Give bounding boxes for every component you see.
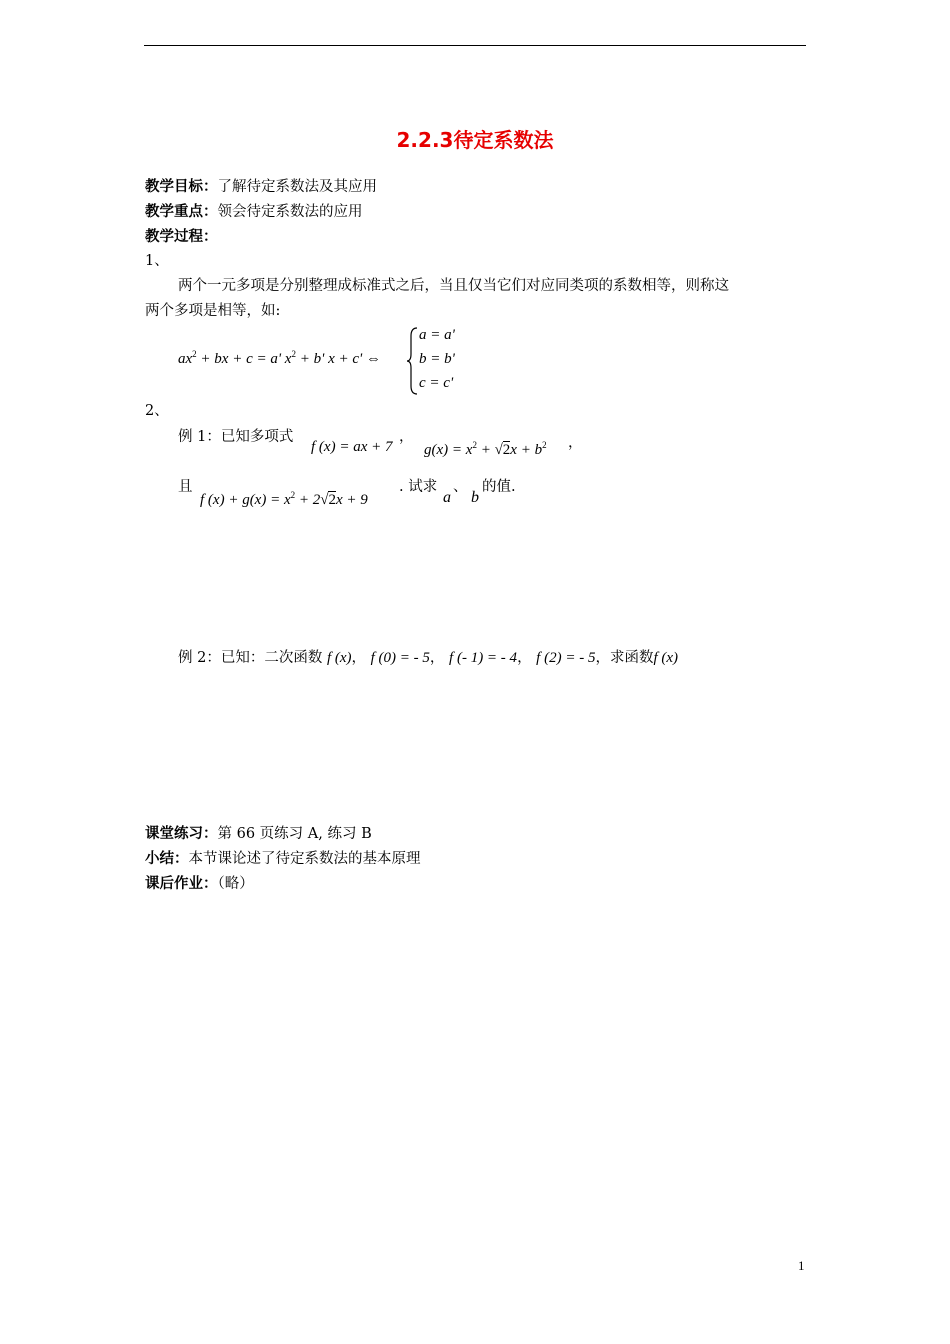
example2-line: [178, 649, 678, 667]
example2-fx-end: f (x): [653, 650, 679, 666]
system-brace: [406, 326, 420, 396]
g-sqrt-arg: 2: [502, 442, 511, 458]
page-number: 1: [798, 1258, 805, 1273]
eq-term-ax: ax: [178, 351, 193, 367]
process-label: 教学过程：: [145, 229, 218, 245]
practice-text: 第 66 页练习 A, 练习 B: [217, 826, 372, 842]
goal-text: 了解待定系数法及其应用: [217, 179, 377, 195]
section1-number: 1、: [145, 253, 169, 269]
example1-end: 的值.: [482, 479, 516, 495]
homework-line: [145, 875, 254, 893]
example1-f: f (x) = ax + 7: [311, 439, 393, 455]
example1-comma2: ，: [568, 435, 583, 451]
summary-label: 小结：: [145, 851, 189, 867]
focus-line: [145, 203, 363, 221]
g-exp1: 2: [472, 440, 477, 450]
g-part2: x + b: [510, 442, 543, 458]
section1-paragraph-line2: 两个多项是相等，如:: [145, 303, 281, 319]
focus-text: 领会待定系数法的应用: [217, 204, 363, 220]
eq-middle: + bx + c = a' x: [196, 351, 292, 367]
example2-comma1: ，: [351, 650, 367, 666]
practice-label: 课堂练习：: [145, 826, 218, 842]
system-eq-3: c = c': [419, 375, 454, 391]
homework-label: 课后作业：: [145, 876, 218, 892]
page-title: 2.2.3待定系数法: [396, 128, 554, 152]
g-exp2: 2: [542, 440, 547, 450]
system-eq-2: b = b': [419, 351, 455, 367]
focus-label: 教学重点：: [145, 204, 218, 220]
eq-exp1: 2: [192, 349, 197, 359]
example2-fx: f (x): [326, 650, 352, 666]
example1-ask: . 试求: [399, 479, 438, 495]
eq-tail: + b' x + c' ⇔: [295, 351, 381, 367]
process-line: [145, 228, 218, 246]
example1-label: 例 1：已知多项式: [178, 429, 294, 445]
example2-comma2: ，: [429, 650, 445, 666]
example2-comma3: ，: [517, 650, 532, 666]
section1-paragraph-line1: 两个一元多项是分别整理成标准式之后，当且仅当它们对应同类项的系数相等，则称这: [178, 278, 729, 294]
summary-line: [145, 850, 421, 868]
equation-lhs: [178, 349, 381, 368]
goal-line: [145, 178, 377, 196]
example2-fneg1: f (- 1) = - 4: [449, 650, 518, 666]
section2-number: 2、: [145, 403, 169, 419]
g-part1: g(x) = x: [424, 442, 473, 458]
sum-plus: + 2: [295, 492, 321, 508]
example1-sum: [200, 490, 368, 509]
example1-and: 且: [178, 479, 193, 495]
g-plus: +: [476, 442, 495, 458]
sqrt-sign: √: [494, 442, 503, 458]
eq-exp2: 2: [291, 349, 296, 359]
example1-var-a: a: [443, 489, 451, 506]
example2-f0: f (0) = - 5: [370, 650, 430, 666]
summary-text: 本节课论述了待定系数法的基本原理: [188, 851, 421, 867]
example1-sep: 、: [453, 479, 468, 495]
example1-var-b: b: [471, 489, 479, 506]
example1-comma1: ，: [399, 429, 414, 445]
example2-label: 例 2：已知：二次函数: [178, 650, 323, 666]
practice-line: [145, 825, 372, 843]
sum-sqrt-arg: 2: [328, 492, 336, 508]
sum-part2: x + 9: [335, 492, 368, 508]
example1-g: [424, 440, 547, 459]
goal-label: 教学目标：: [145, 179, 218, 195]
sum-part1: f (x) + g(x) = x: [200, 492, 291, 508]
example2-f2: f (2) = - 5: [536, 650, 596, 666]
sum-exp: 2: [290, 490, 296, 500]
homework-text: （略）: [217, 876, 254, 892]
header-rule: [144, 45, 806, 46]
sqrt-sign-2: √: [320, 492, 329, 508]
system-eq-1: a = a': [419, 327, 455, 343]
example2-tail: ，求函数: [595, 650, 654, 666]
